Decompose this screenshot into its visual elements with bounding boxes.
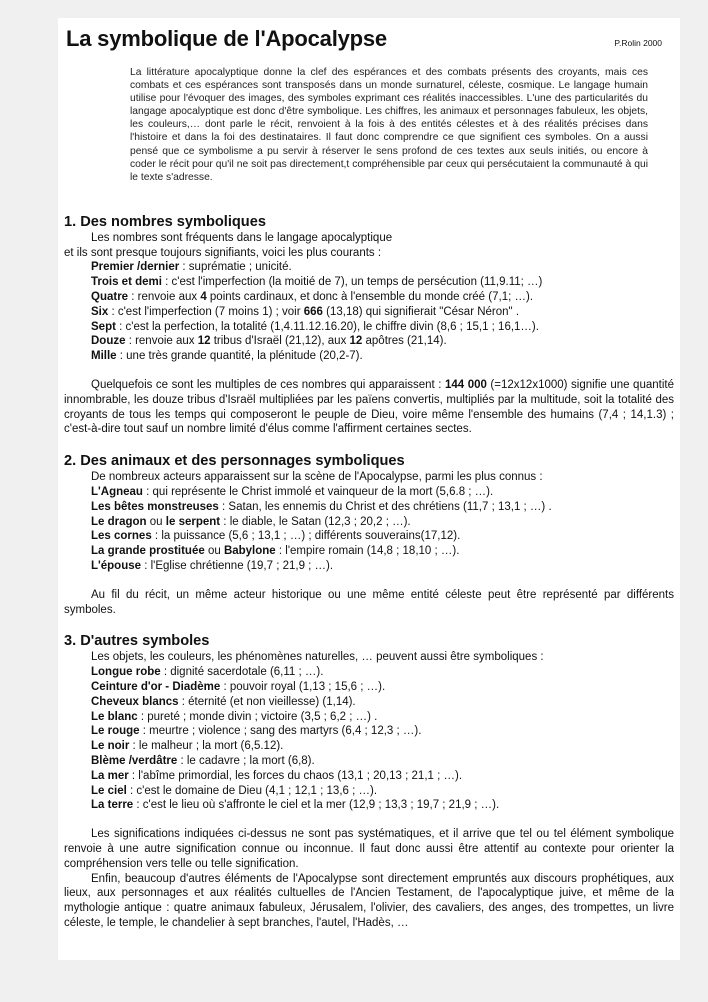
section-3 — [64, 633, 674, 930]
section-heading: 1. Des nombres symboliques — [64, 213, 266, 230]
list-item — [91, 290, 674, 305]
bold-term: Babylone — [223, 545, 276, 558]
list-item — [91, 320, 674, 335]
body-paragraph — [64, 588, 674, 618]
text-run: ou — [146, 515, 166, 528]
bold-term: Trois et demi — [91, 276, 162, 289]
intro-paragraph — [130, 66, 648, 184]
bold-term: Le rouge — [91, 725, 140, 738]
text-run: ou — [204, 545, 224, 558]
list-item — [91, 665, 674, 680]
text-run: : Satan, les ennemis du Christ et des chrétiens (11,7 ; 13,1 ; …) . — [218, 500, 552, 513]
bold-term: La mer — [91, 769, 129, 782]
section-intro — [64, 470, 674, 485]
text-run: : la puissance (5,6 ; 13,1 ; …) ; différents souverains(17,12). — [151, 530, 461, 543]
text-run: apôtres (21,14). — [362, 335, 447, 348]
bold-term: Ceinture d'or - Diadème — [91, 680, 221, 693]
text-run: : l'empire romain (14,8 ; 18,10 ; …). — [275, 545, 460, 558]
text-run: : suprématie ; unicité. — [179, 261, 292, 274]
body-paragraph — [64, 378, 674, 437]
list-item — [91, 260, 674, 275]
section-intro-line: Les objets, les couleurs, les phénomènes naturelles, … peuvent aussi être symboliques : — [91, 651, 544, 664]
bold-term: La grande prostituée — [91, 545, 205, 558]
text-run: (=12x12x1000) signifie une quantité innombrable, les douze tribus d'Israël multipliées par les païens convertis, multipliés par la multitude, soit la totalité des croyants de tous les temps qui composeront le peuple de Dieu, voire même l'ensemble des humains (7,4 ; 14,1.3) ; c'est-à-dire tout sauf un nombre limité d'élus comme l'affirment certaines sectes. — [64, 379, 674, 436]
text-run: Quelquefois ce sont les multiples de ces nombres qui apparaissent : — [91, 379, 445, 392]
text-run: : renvoie aux — [125, 335, 198, 348]
list-item — [91, 798, 674, 813]
bold-term: Les bêtes monstreuses — [91, 500, 219, 513]
list-item — [91, 724, 674, 739]
bold-term: Le dragon — [91, 515, 147, 528]
list-item — [91, 334, 674, 349]
text-run: points cardinaux, et donc à l'ensemble du monde créé (7,1; …). — [206, 291, 534, 304]
intro-text: La littérature apocalyptique donne la clef des espérances et des combats présents des croyants, mais ces combats et ces espérances sont transposés dans un monde surnaturel, céleste, cosmique. Le langage humain utilise pour l'évoquer des images, des symboles exprimant ces réalités inaccessibles. L'une des particularités du langage apocalyptique est donc d'être symbolique. Les chiffres, les animaux et personnages fabuleux, les objets, les couleurs,… dont parle le récit, renvoient à la fois à des entités célestes et à des réalités précises dans l'histoire et dans la foi des destinataires. Il faut donc comprendre ce que signifient ces symboles. On a aussi pensé que ce symbolisme a pu servir à réserver le sens profond de ces textes aux seuls initiés, ou encore à coder le récit pour qu'il ne soit pas directement,t compréhensible par ceux qui persécutaient la communauté à qui le texte s'adresse. — [130, 67, 648, 183]
text-run: tribus d'Israël (21,12), aux — [210, 335, 350, 348]
text-run: : l'abîme primordial, les forces du chaos (13,1 ; 20,13 ; 21,1 ; …). — [128, 769, 463, 782]
list-item — [91, 305, 674, 320]
bold-term: La terre — [91, 799, 134, 812]
list-item — [91, 784, 674, 799]
body-paragraph — [64, 872, 674, 931]
list-item — [91, 680, 674, 695]
list-item — [91, 754, 674, 769]
text-run: : qui représente le Christ immolé et vainqueur de la mort (5,6.8 ; …). — [142, 486, 494, 498]
section-intro — [64, 231, 674, 261]
list-item — [91, 500, 674, 515]
section-intro — [64, 650, 674, 665]
text-run: : le malheur ; la mort (6,5.12). — [129, 740, 284, 753]
bold-term: 12 — [349, 335, 363, 348]
bold-term: Le ciel — [91, 784, 127, 797]
sections-container — [64, 214, 674, 931]
text-run: : le cadavre ; la mort (6,8). — [177, 754, 315, 767]
symbol-list — [64, 485, 674, 574]
bold-term: Cheveux blancs — [91, 695, 179, 708]
bold-term: Le blanc — [91, 710, 138, 723]
bold-term: L'Agneau — [91, 486, 143, 498]
bold-term: 144 000 — [445, 379, 487, 392]
text-run: : meurtre ; violence ; sang des martyrs (6,4 ; 12,3 ; …). — [139, 725, 422, 738]
bold-term: L'épouse — [91, 559, 142, 572]
list-item — [91, 559, 674, 574]
text-run: Enfin, beaucoup d'autres éléments de l'Apocalypse sont directement empruntés aux discours prophétiques, aux lieux, aux personnages et aux réalités cultuelles de l'Ancien Testament, de l'apocalyptique juive, et même de la mythologie antique : quatre animaux fabuleux, Jérusalem, l'olivier, des cavaliers, des anges, des trompettes, un livre céleste, le temple, le chandelier à sept branches, l'autel, l'Hadès, … — [64, 872, 674, 929]
text-run: (13,18) qui signifierait "César Néron" . — [322, 305, 520, 318]
list-item — [91, 349, 674, 364]
section-intro-line: De nombreux acteurs apparaissent sur la scène de l'Apocalypse, parmi les plus connus : — [91, 471, 543, 484]
text-run: : renvoie aux — [128, 291, 201, 304]
document-header — [64, 24, 674, 58]
text-run: : c'est l'imperfection (7 moins 1) ; voir — [108, 305, 304, 318]
bold-term: Le noir — [91, 740, 130, 753]
bold-term: Blème /verdâtre — [91, 754, 178, 767]
symbol-list — [64, 260, 674, 364]
section-intro-line: Les nombres sont fréquents dans le langage apocalyptique — [91, 231, 393, 244]
text-run: : une très grande quantité, la plénitude (20,2-7). — [116, 350, 363, 363]
text-run: : pouvoir royal (1,13 ; 15,6 ; …). — [220, 680, 386, 693]
bold-term: Les cornes — [91, 530, 152, 543]
text-run: : pureté ; monde divin ; victoire (3,5 ; 6,2 ; …) . — [137, 710, 378, 723]
text-run: : éternité (et non vieillesse) (1,14). — [178, 695, 356, 708]
list-item — [91, 739, 674, 754]
bold-term: 666 — [303, 305, 323, 318]
document-title: La symbolique de l'Apocalypse — [66, 26, 387, 51]
list-item — [91, 515, 674, 530]
section-intro-line: et ils sont presque toujours signifiants, voici les plus courants : — [64, 246, 382, 259]
bold-term: Premier /dernier — [91, 261, 180, 274]
list-item — [91, 544, 674, 559]
bold-term: le serpent — [165, 515, 221, 528]
list-item — [91, 485, 674, 500]
list-item — [91, 275, 674, 290]
bold-term: Longue robe — [91, 666, 161, 679]
text-run: : c'est la perfection, la totalité (1,4.11.12.16.20), le chiffre divin (8,6 ; 15,1 ; 16,1…). — [115, 320, 539, 333]
author-date: P.Rolin 2000 — [614, 38, 662, 48]
bold-term: 4 — [200, 291, 207, 304]
section-heading: 3. D'autres symboles — [64, 633, 210, 650]
list-item — [91, 710, 674, 725]
bold-term: Mille — [91, 350, 117, 363]
text-run: : c'est le lieu où s'affronte le ciel et la mer (12,9 ; 13,3 ; 19,7 ; 21,9 ; …). — [133, 799, 500, 812]
bold-term: Sept — [91, 320, 116, 333]
list-item — [91, 529, 674, 544]
list-item — [91, 769, 674, 784]
bold-term: Six — [91, 305, 109, 318]
text-run: : le diable, le Satan (12,3 ; 20,2 ; …). — [220, 515, 411, 528]
section-2 — [64, 453, 674, 617]
section-1 — [64, 214, 674, 437]
text-run: : c'est l'imperfection (la moitié de 7), un temps de persécution (11,9.11; …) — [161, 276, 543, 289]
symbol-list — [64, 665, 674, 813]
text-run: : c'est le domaine de Dieu (4,1 ; 12,1 ; 13,6 ; …). — [126, 784, 378, 797]
bold-term: Quatre — [91, 291, 129, 304]
text-run: : dignité sacerdotale (6,11 ; …). — [160, 666, 324, 679]
bold-term: Douze — [91, 335, 126, 348]
body-paragraph — [64, 827, 674, 871]
list-item — [91, 695, 674, 710]
text-run: Les significations indiquées ci-dessus ne sont pas systématiques, et il arrive que tel ou tel élément symbolique renvoie à une autre signification connue ou inconnue. Il faut donc aussi être attentif au contexte pour orienter la compréhension vers telle ou telle signification. — [64, 828, 674, 870]
text-run: : l'Eglise chrétienne (19,7 ; 21,9 ; …). — [141, 559, 334, 572]
text-run: Au fil du récit, un même acteur historique ou une même entité céleste peut être représenté par différents symboles. — [64, 588, 674, 616]
section-heading: 2. Des animaux et des personnages symboliques — [64, 453, 405, 470]
document-page — [58, 18, 680, 960]
bold-term: 12 — [197, 335, 211, 348]
